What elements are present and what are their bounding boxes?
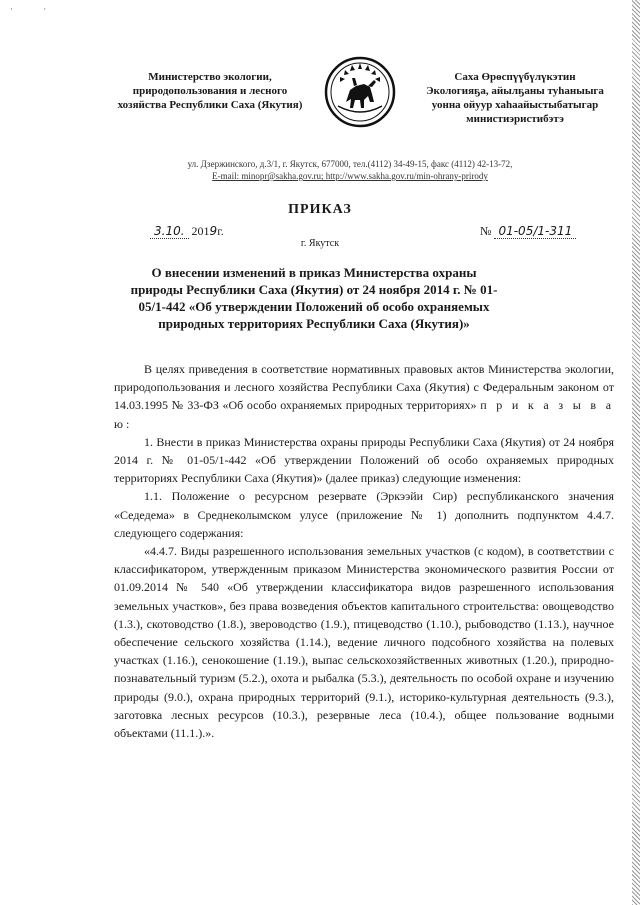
ministry-line: Экологияҕа, айылҕаны туһаныыга xyxy=(426,85,604,97)
document-heading: О внесении изменений в приказ Министерства охраны природы Республики Саха (Якутия) от 24 ноября 2014 г. № 01-05/1-442 «Об утверждении Положений об особо охраняемых природных территориях Республики Саха (Якутия)» xyxy=(130,265,498,331)
ministry-line: Саха Өрөспүүбүлүкэтин xyxy=(454,71,576,83)
order-number xyxy=(480,224,576,239)
year-prefix: 201 xyxy=(191,224,210,238)
ministry-line: природопользования и лесного xyxy=(132,85,288,97)
ministry-line: уонна ойуур хаһаайыстыбатыгар xyxy=(431,99,599,111)
paragraph-item-1: 1. Внести в приказ Министерства охраны природы Республики Саха (Якутия) от 24 ноября 2014 г. № 01-05/1-442 «Об утверждении Положений об особо охраняемых природных территориях Республики Саха (Якутия)» (далее приказ) следующие изменения: xyxy=(114,434,614,486)
ministry-name-russian xyxy=(100,70,320,112)
paragraph-preamble xyxy=(114,360,614,433)
paragraph-item-4-4-7: «4.4.7. Виды разрешенного использования земельных участков (с кодом), в соответствии с классификатором, утвержденным приказом Министерства экономического развития России от 01.09.2014 № 540 «Об утверждении классификатора видов разрешенного использования земельных участков», без права возведения объектов капитального строительства: овощеводство (1.3.), скотоводство (1.8.), звероводство (1.9.), птицеводство (1.10.), рыбоводство (1.13.), научное обеспечение сельского хозяйства (1.14.), ведение личного подсобного хозяйства на полевых участках (1.16.), сенокошение (1.19.), выпас сельскохозяйственных животных (1.20.), природно-познавательный туризм (5.2.), охота и рыбалка (5.3.), деятельность по особой охране и изучению природы (9.0.), охрана природных территорий (9.1.), историко-культурная деятельность (9.3.), заготовка лесных ресурсов (10.3.), резервные леса (10.4.), общее пользование водными объектами (11.1.).». xyxy=(114,544,614,741)
document-body xyxy=(114,360,614,742)
ministry-line: Министерство экологии, xyxy=(148,71,272,83)
handwritten-date: 3.10. xyxy=(150,224,189,239)
republic-emblem-icon xyxy=(324,56,396,128)
preamble-text: В целях приведения в соответствие нормативных правовых актов Министерства экологии, природопользования и лесного хозяйства Республики Саха (Якутия) с Федеральным законом от 14.03.1995 № 33-ФЗ «Об особо охраняемых природных территориях» xyxy=(114,362,614,413)
order-directive: п р и к а з ы в а ю: xyxy=(114,398,615,431)
ministry-line: министиэристибэтэ xyxy=(466,113,564,125)
address-line: ул. Дзержинского, д.3/1, г. Якутск, 677000, тел.(4112) 34-49-15, факс (4112) 42-13-72, xyxy=(187,159,513,169)
ministry-line: хозяйства Республики Саха (Якутия) xyxy=(117,99,303,111)
scan-marks: · · xyxy=(10,4,61,14)
email-link-line[interactable]: E-mail: minopr@sakha.gov.ru; http://www.sakha.gov.ru/min-ohrany-prirody xyxy=(212,171,488,181)
contact-block xyxy=(120,158,580,182)
year-suffix: г. xyxy=(217,224,224,238)
handwritten-number: 01-05/1-311 xyxy=(494,224,576,239)
order-date xyxy=(150,224,224,239)
order-title: ПРИКАЗ xyxy=(288,202,352,217)
ministry-name-yakut xyxy=(410,70,620,126)
number-label: № xyxy=(480,224,492,238)
paragraph-item-1-1: 1.1. Положение о ресурсном резервате (Эркээйи Сир) республиканского значения «Седедема» в Среднеколымском улусе (приложение № 1) дополнить подпунктом 4.4.7. следующего содержания: xyxy=(114,489,614,540)
handwritten-year-digit: 9 xyxy=(209,224,218,238)
scan-edge-pattern xyxy=(632,0,640,905)
order-city: г. Якутск xyxy=(300,238,340,249)
